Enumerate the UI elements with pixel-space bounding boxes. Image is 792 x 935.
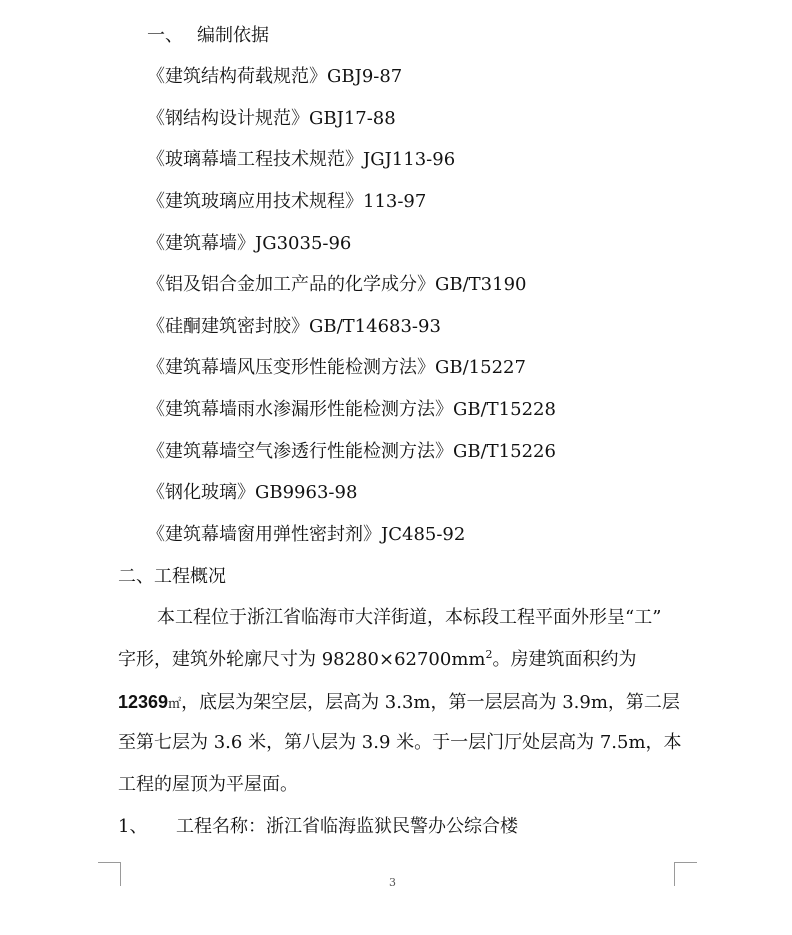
- overview-text: 字形，建筑外轮廓尺寸为 98280×62700mm: [118, 649, 486, 670]
- reference-item: 《铝及铝合金加工产品的化学成分》GB/T3190: [147, 274, 527, 295]
- reference-item: 《钢化玻璃》GB9963-98: [147, 482, 358, 503]
- overview-line: 本工程位于浙江省临海市大洋街道，本标段工程平面外形呈“工”: [157, 607, 662, 628]
- page-number: 3: [389, 876, 396, 889]
- reference-item: 《建筑幕墙风压变形性能检测方法》GB/15227: [147, 357, 526, 378]
- reference-item: 《建筑结构荷载规范》GBJ9-87: [147, 66, 403, 87]
- overview-text: ，底层为架空层，层高为 3.3m，第一层层高为 3.9m，第二层: [181, 692, 680, 713]
- reference-item: 《建筑幕墙窗用弹性密封剂》JC485-92: [147, 524, 466, 545]
- item-text: 工程名称：浙江省临海监狱民警办公综合楼: [176, 816, 518, 837]
- reference-item: 《建筑幕墙》JG3035-96: [147, 233, 352, 254]
- item-number: 1、: [118, 816, 148, 837]
- reference-item: 《建筑幕墙空气渗透行性能检测方法》GB/T15226: [147, 441, 556, 462]
- reference-item: 《玻璃幕墙工程技术规范》JGJ113-96: [147, 149, 456, 170]
- overview-line: 工程的屋顶为平屋面。: [118, 774, 298, 795]
- overview-line: [118, 690, 680, 717]
- overview-text: 。房建筑面积约为: [492, 649, 637, 670]
- overview-line: 至第七层为 3.6 米，第八层为 3.9 米。于一层门厅处层高为 7.5m，本: [118, 732, 682, 753]
- reference-item: 《建筑玻璃应用技术规程》113-97: [147, 191, 427, 212]
- section-title: 编制依据: [197, 25, 269, 46]
- area-value: 12369: [118, 692, 169, 712]
- section-number: 一、: [147, 25, 183, 46]
- section-heading-overview: 二、工程概况: [118, 566, 226, 587]
- reference-item: 《钢结构设计规范》GBJ17-88: [147, 108, 396, 129]
- reference-item: 《建筑幕墙雨水渗漏形性能检测方法》GB/T15228: [147, 399, 556, 420]
- project-name-item: [118, 815, 518, 839]
- section-heading-basis: [147, 24, 269, 48]
- area-unit: ㎡: [168, 697, 182, 712]
- superscript: 2: [485, 648, 493, 661]
- reference-item: 《硅酮建筑密封胶》GB/T14683-93: [147, 316, 441, 337]
- overview-line: [118, 648, 636, 672]
- page-corner-mark-right: [674, 862, 697, 886]
- page-corner-mark-left: [98, 862, 121, 886]
